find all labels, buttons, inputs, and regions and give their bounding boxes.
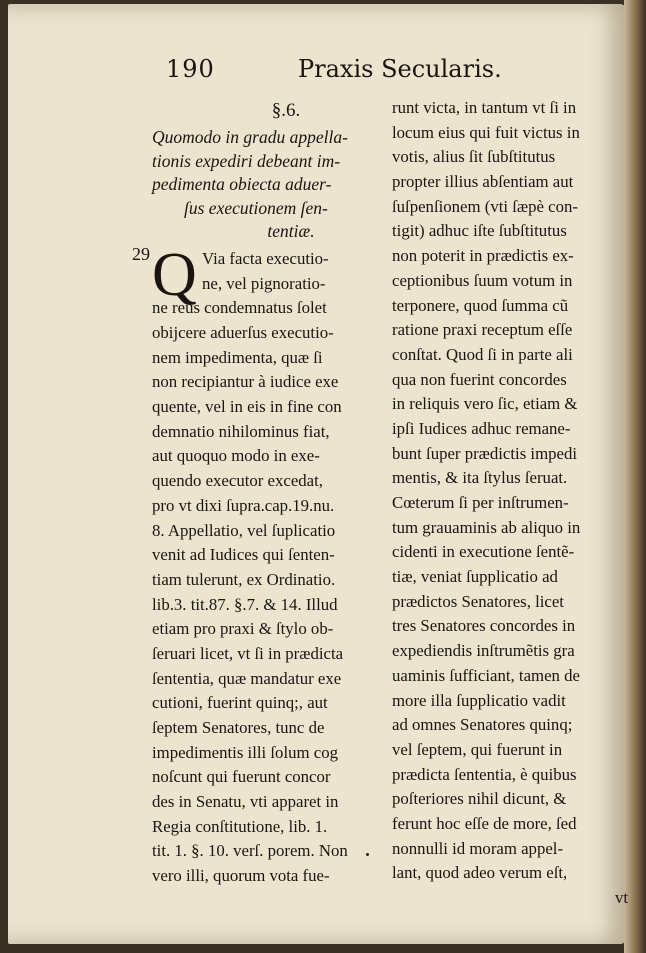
text-line: demnatio nihilominus fiat,: [152, 421, 330, 441]
text-line: runt victa, in tantum vt ſi in: [392, 98, 577, 117]
text-line: vero illi, quorum vota fue-: [152, 866, 330, 886]
section-heading: [152, 126, 390, 244]
text-line: cidenti in executione ſentẽ-: [392, 542, 575, 562]
text-line: tigit) adhuc iſte ſubſtitutus: [392, 221, 567, 241]
right-body-text: [392, 96, 632, 911]
text-line: noſcunt qui fuerunt concor: [152, 767, 331, 787]
right-column: [392, 100, 632, 911]
text-line: prædictos Senatores, licet: [392, 591, 564, 611]
text-line: ne, vel pignoratio-: [202, 273, 326, 293]
running-title: Praxis Secularis.: [298, 55, 502, 83]
text-line: bunt ſuper prædictis impedi: [392, 443, 578, 463]
text-line: ratione praxi receptum eſſe: [392, 320, 573, 340]
text-line: prædicta ſententia, è quibus: [392, 764, 577, 784]
text-line: tiæ, veniat ſupplicatio ad: [392, 567, 558, 587]
text-line: in reliquis vero ſic, etiam &: [392, 394, 578, 414]
left-column: [152, 100, 390, 889]
catchword: vt: [614, 888, 628, 907]
text-line: ceptionibus ſuum votum in: [392, 270, 573, 290]
text-line: non poterit in prædictis ex-: [392, 246, 574, 266]
text-line: obijcere aduerſus executio-: [152, 323, 334, 343]
heading-line: tionis expediri debeant im-: [152, 150, 341, 171]
text-line: poſteriores nihil dicunt, &: [392, 789, 567, 809]
text-line: lib.3. tit.87. §.7. & 14. Illud: [152, 594, 338, 614]
text-line: quendo executor excedat,: [152, 471, 323, 491]
text-line: ferunt hoc eſſe de more, ſed: [392, 813, 577, 833]
text-line: ad omnes Senatores quinq;: [392, 715, 573, 735]
heading-line: tentiæ.: [267, 221, 315, 242]
text-line: ſuſpenſionem (vti ſæpè con-: [392, 196, 578, 216]
heading-line: ſus executionem ſen-: [184, 197, 328, 218]
heading-line: pedimenta obiecta aduer-: [152, 174, 332, 195]
text-line: non recipiantur à iudice exe: [152, 372, 339, 392]
text-line: pro vt dixi ſupra.cap.19.nu.: [152, 495, 335, 515]
text-line: tiam tulerunt, ex Ordinatio.: [152, 569, 336, 589]
text-line: tum grauaminis ab aliquo in: [392, 517, 581, 537]
text-line: ſententia, quæ mandatur exe: [152, 668, 342, 688]
text-line: uaminis ſufficiant, tamen de: [392, 665, 580, 685]
text-line: Via facta executio-: [202, 248, 329, 268]
text-line: nonnulli id moram appel-: [392, 838, 564, 858]
text-line: ipſi Iudices adhuc remane-: [392, 418, 571, 438]
text-line: ne reus condemnatus ſolet: [152, 298, 327, 318]
text-line: etiam pro praxi & ſtylo ob-: [152, 619, 334, 639]
text-line: impedimentis illi ſolum cog: [152, 742, 338, 762]
text-line: aut quoquo modo in exe-: [152, 446, 320, 466]
text-line: lant, quod adeo verum eſt,: [392, 863, 568, 883]
text-line: vel ſeptem, qui fuerunt in: [392, 739, 563, 759]
text-line: locum eius qui fuit victus in: [392, 122, 580, 142]
text-line: tres Senatores concordes in: [392, 616, 576, 636]
text-line: votis, alius ſit ſubſtitutus: [392, 147, 556, 167]
margin-number: 29: [132, 244, 150, 264]
text-line: mentis, & ita ſtylus ſeruat.: [392, 468, 568, 488]
page-number: 190: [166, 55, 215, 83]
running-head: [0, 55, 600, 91]
text-line: cutioni, fuerint quinq;, aut: [152, 693, 328, 713]
text-line: propter illius abſentiam aut: [392, 172, 574, 192]
drop-cap: Q: [152, 240, 197, 309]
text-line: Regia conſtitutione, lib. 1.: [152, 816, 328, 836]
text-line: terponere, quod ſumma cũ: [392, 295, 569, 315]
section-number: §.6.: [271, 100, 301, 121]
text-line: conſtat. Quod ſi in parte ali: [392, 344, 573, 364]
text-line: expediendis inſtrumẽtis gra: [392, 641, 575, 661]
left-body-text: [152, 240, 390, 889]
text-line: nem impedimenta, quæ ſi: [152, 347, 323, 367]
text-line: qua non fuerint concordes: [392, 369, 567, 389]
text-line: more illa ſupplicatio vadit: [392, 690, 566, 710]
text-line: venit ad Iudices qui ſenten-: [152, 545, 335, 565]
text-line: ſeptem Senatores, tunc de: [152, 718, 325, 738]
text-line: 8. Appellatio, vel ſuplicatio: [152, 520, 336, 540]
text-line: Cœterum ſi per inſtrumen-: [392, 493, 569, 512]
text-line: des in Senatu, vti apparet in: [152, 792, 339, 812]
ink-dot: [366, 853, 369, 856]
text-line: tit. 1. §. 10. verſ. porem. Non: [152, 841, 348, 861]
text-line: quente, vel in eis in fine con: [152, 397, 342, 417]
text-line: ſeruari licet, vt ſi in prædicta: [152, 643, 344, 663]
heading-line: Quomodo in gradu appella-: [152, 127, 348, 147]
